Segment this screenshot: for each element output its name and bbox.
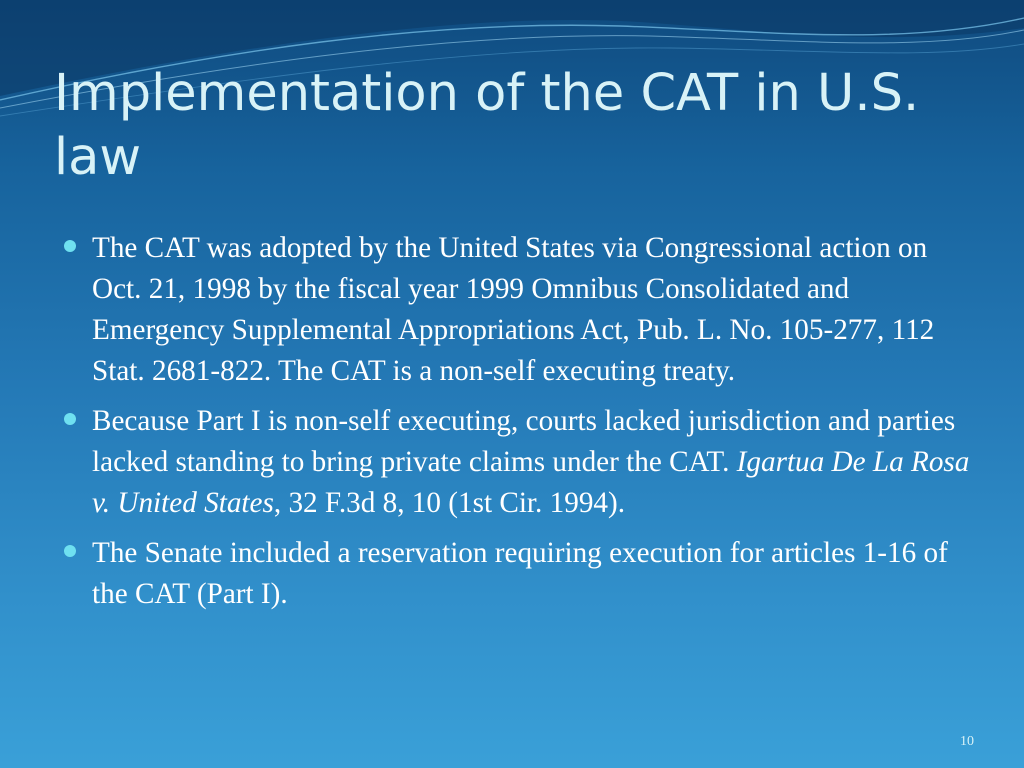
bullet-item: [64, 533, 976, 615]
bullet-icon: [64, 240, 76, 252]
bullet-icon: [64, 413, 76, 425]
case-citation-name: Igartua De La Rosa v. United States: [92, 446, 970, 519]
bullet-text: The CAT was adopted by the United States via Congressional action on Oct. 21, 1998 by the fiscal year 1999 Omnibus Consolidated and Emergency Supplemental Appropriations Act, Pub. L. No. 105-277, 112 Stat. 2681-822. The CAT is a non-self executing treaty.: [92, 232, 935, 387]
bullet-item: [64, 401, 976, 524]
page-number: 10: [960, 734, 974, 749]
case-citation-reference: , 32 F.3d 8, 10 (1st Cir. 1994).: [273, 487, 626, 519]
bullet-text: The Senate included a reservation requiring execution for articles 1-16 of the CAT (Part I).: [92, 537, 948, 610]
bullet-list: [64, 228, 976, 624]
slide-title: Implementation of the CAT in U.S. law: [54, 64, 920, 187]
bullet-item: [64, 228, 976, 392]
bullet-text: Because Part I is non-self executing, courts lacked jurisdiction and parties lacked standing to bring private claims under the CAT.: [92, 405, 956, 478]
bullet-icon: [64, 545, 76, 557]
